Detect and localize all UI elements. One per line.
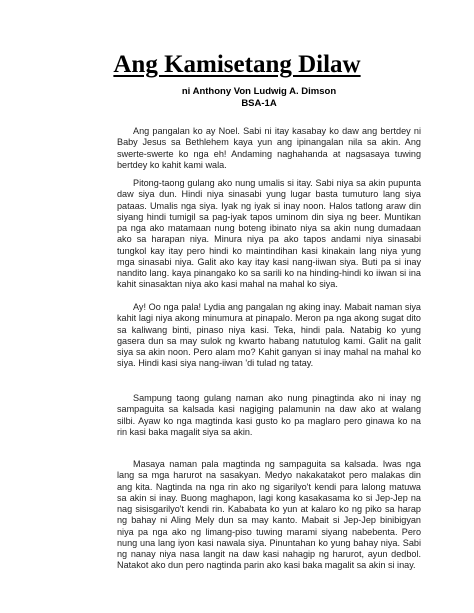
paragraph-5: Masaya naman pala magtinda ng sampaguita sa kalsada. Iwas nga lang sa mga harurot na sasakyan. Medyo nakakatakot pero malakas din ang kita. Nagtinda na nga rin ako ng sigarilyo't kendi para lalong matuwa sa akin si inay. Buong maghapon, lagi kong kasakasama ko si Jep-Jep na nag sisisgarilyo't kendi rin. Kababata ko yun at kalaro ko ng piko sa harap ng bahay ni Aling Mely dun sa may kanto. Mabait si Jep-Jep binibigyan niya pa nga ako ng limang-piso tuwing marami siyang nabebenta. Pero nung una lang iyon kasi nawala siya. Pinuntahan ko yung bahay niya. Sabi ng nanay niya nasa langit na daw kasi nahagip ng harurot, ayun dedbol. Natakot ako dun pero nagtinda parin ako kasi baka magalit sa akin si inay. (117, 459, 421, 571)
paragraph-3: Ay! Oo nga pala! Lydia ang pangalan ng aking inay. Mabait naman siya kahit lagi niya akong minumura at pinapalo. Meron pa nga akong sugat dito sa kaliwang binti, pinaso niya kasi. Teka, hindi pala. Natabig ko yung gasera dun sa may sulok ng kwarto habang natutulog kami. Galit na galit siya sa akin noon. Pero alam mo? Kahit ganyan si inay mahal na mahal ko siya. Hindi kasi siya nang-iiwan 'di tulad ng tatay. (117, 302, 421, 369)
paragraph-4: Sampung taong gulang naman ako nung pinagtinda ako ni inay ng sampaguita sa kalsada kasi nagiging palamunin na daw ako at walang silbi. Ayaw ko nga magtinda kasi gusto ko pa maglaro pero ginawa ko na rin kasi baka magalit siya sa akin. (117, 393, 421, 437)
class-section: BSA-1A (241, 98, 277, 109)
paragraph-2: Pitong-taong gulang ako nung umalis si itay. Sabi niya sa akin pupunta daw siya dun. Hindi niya sinasabi yung lugar basta tumuturo lang siya pataas. Umalis nga siya. Iyak ng iyak si inay noon. Halos tatlong araw din siyang hindi tumigil sa pag-iyak tapos uminom din siya ng beer. Muntikan pa nga ako matamaan nung boteng ibinato niya sa akin nung dumadaan ako sa harapan niya. Minura niya pa ako tapos andami niya sinasabi tungkol kay itay pero hindi ko maintindihan kasi kinakain lang niya yung mga sinasabi niya. Galit ako kay itay kasi nang-iiwan siya. Buti pa si inay nandito lang. kaya pinangako ko sa sarili ko na hinding-hindi ko iiwan si ina kahit sinasaktan niya ako kasi mahal na mahal ko siya. (117, 178, 421, 290)
story-title: Ang Kamisetang Dilaw (113, 51, 361, 78)
paragraph-1: Ang pangalan ko ay Noel. Sabi ni itay kasabay ko daw ang bertdey ni Baby Jesus sa Bethlehem kaya yun ang ipinangalan nila sa akin. Ang swerte-swerte ko nga eh! Andaming naghahanda at nagsasaya tuwing bertdey ko kahit kami wala. (117, 126, 421, 170)
author-byline: ni Anthony Von Ludwig A. Dimson (181, 86, 337, 97)
